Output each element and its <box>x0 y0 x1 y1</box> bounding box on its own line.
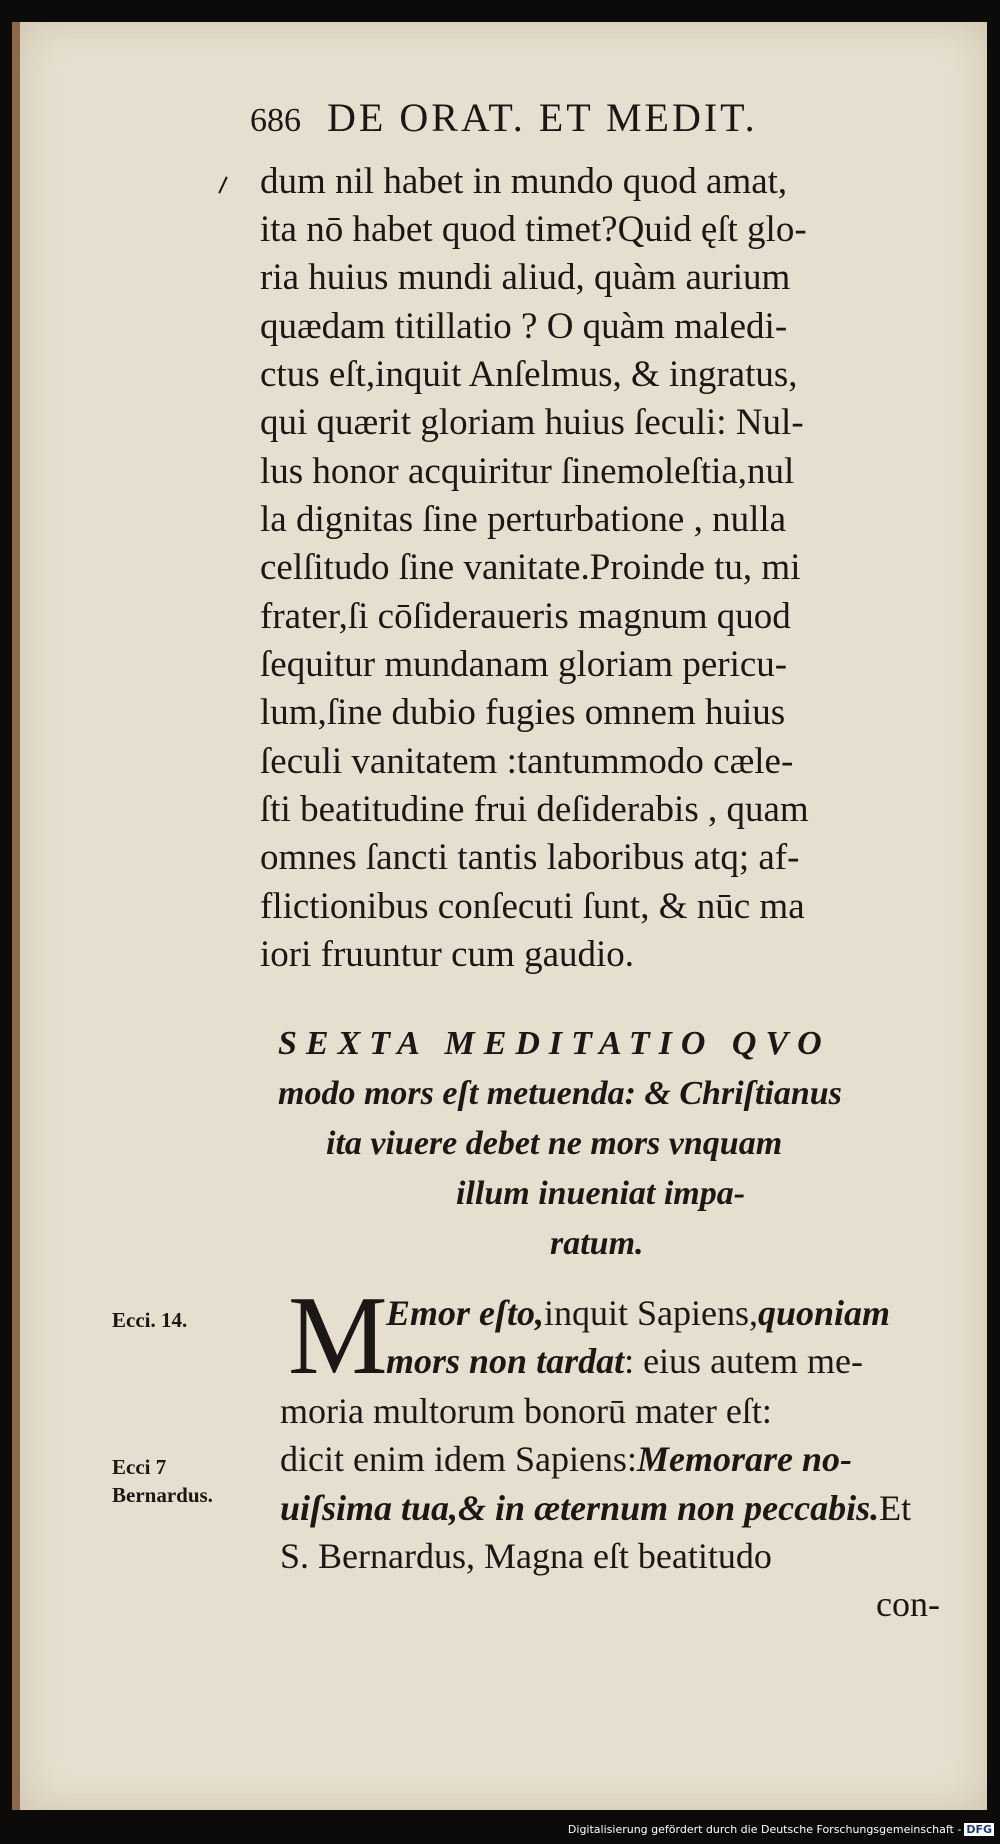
body-line: lus honor acquiritur ſinemoleſtia,nul <box>260 451 795 492</box>
catchword: con- <box>876 1584 940 1624</box>
body-line: ſti beatitudine frui deſiderabis , quam <box>260 789 809 830</box>
section-line: Emor eſto,inquit Sapiens,quoniam <box>386 1293 891 1333</box>
body-line: qui quærit gloriam huius ſeculi: Nul- <box>260 402 804 443</box>
body-line: lum,ſine dubio fugies omnem huius <box>260 692 786 733</box>
body-line: frater,ſi cōſideraueris magnum quod <box>260 596 791 637</box>
meditation-heading-line: SEXTA MEDITATIO QVO <box>278 1025 831 1062</box>
dfg-logo: DFG <box>966 1823 992 1836</box>
margin-note-bernardus: Bernardus. <box>112 1483 213 1507</box>
body-line: la dignitas ſine perturbatione , nulla <box>260 499 787 540</box>
section-line: moria multorum bonorū mater eſt: <box>280 1391 772 1431</box>
body-line: celſitudo ſine vanitate.Proinde tu, mi <box>260 547 801 588</box>
meditation-heading-line: illum inueniat impa- <box>456 1175 746 1212</box>
body-line: ſeculi vanitatem :tantummodo cæle- <box>260 741 794 782</box>
body-line: ita nō habet quod timet?Quid ęſt glo- <box>260 209 807 250</box>
body-line: ſequitur mundanam gloriam pericu- <box>260 644 788 685</box>
meditation-heading-line: ratum. <box>550 1225 644 1262</box>
drop-cap: M <box>288 1274 388 1398</box>
body-line: omnes ſancti tantis laboribus atq; af- <box>260 837 800 878</box>
section-line: mors non tardat: eius autem me- <box>386 1341 863 1381</box>
body-line: iori fruuntur cum gaudio. <box>260 934 635 975</box>
section-line: S. Bernardus, Magna eſt beatitudo <box>280 1536 772 1576</box>
section-line: dicit enim idem Sapiens:Memorare no- <box>280 1439 852 1479</box>
body-line: dum nil habet in mundo quod amat, <box>260 161 788 202</box>
body-line: flictionibus conſecuti ſunt, & nūc ma <box>260 886 805 927</box>
body-line: ria huius mundi aliud, quàm aurium <box>260 257 791 298</box>
meditation-heading-line: modo mors eſt metuenda: & Chriſtianus <box>278 1075 842 1112</box>
margin-note-ecci-7: Ecci 7 <box>112 1455 167 1479</box>
margin-note-ecci-14: Ecci. 14. <box>112 1308 188 1332</box>
meditation-heading-line: ita viuere debet ne mors vnquam <box>326 1125 783 1162</box>
digitization-credit: Digitalisierung gefördert durch die Deutsche Forschungsgemeinschaft - DFG <box>567 1823 992 1836</box>
section-line: uiſsima tua,& in æternum non peccabis.Et <box>280 1488 912 1528</box>
running-header <box>250 94 758 141</box>
page-number: 686 <box>250 102 301 139</box>
body-line: quædam titillatio ? O quàm maledi- <box>260 306 788 347</box>
running-title: DE ORAT. ET MEDIT. <box>327 95 758 140</box>
body-line: ctus eſt,inquit Anſelmus, & ingratus, <box>260 354 798 395</box>
